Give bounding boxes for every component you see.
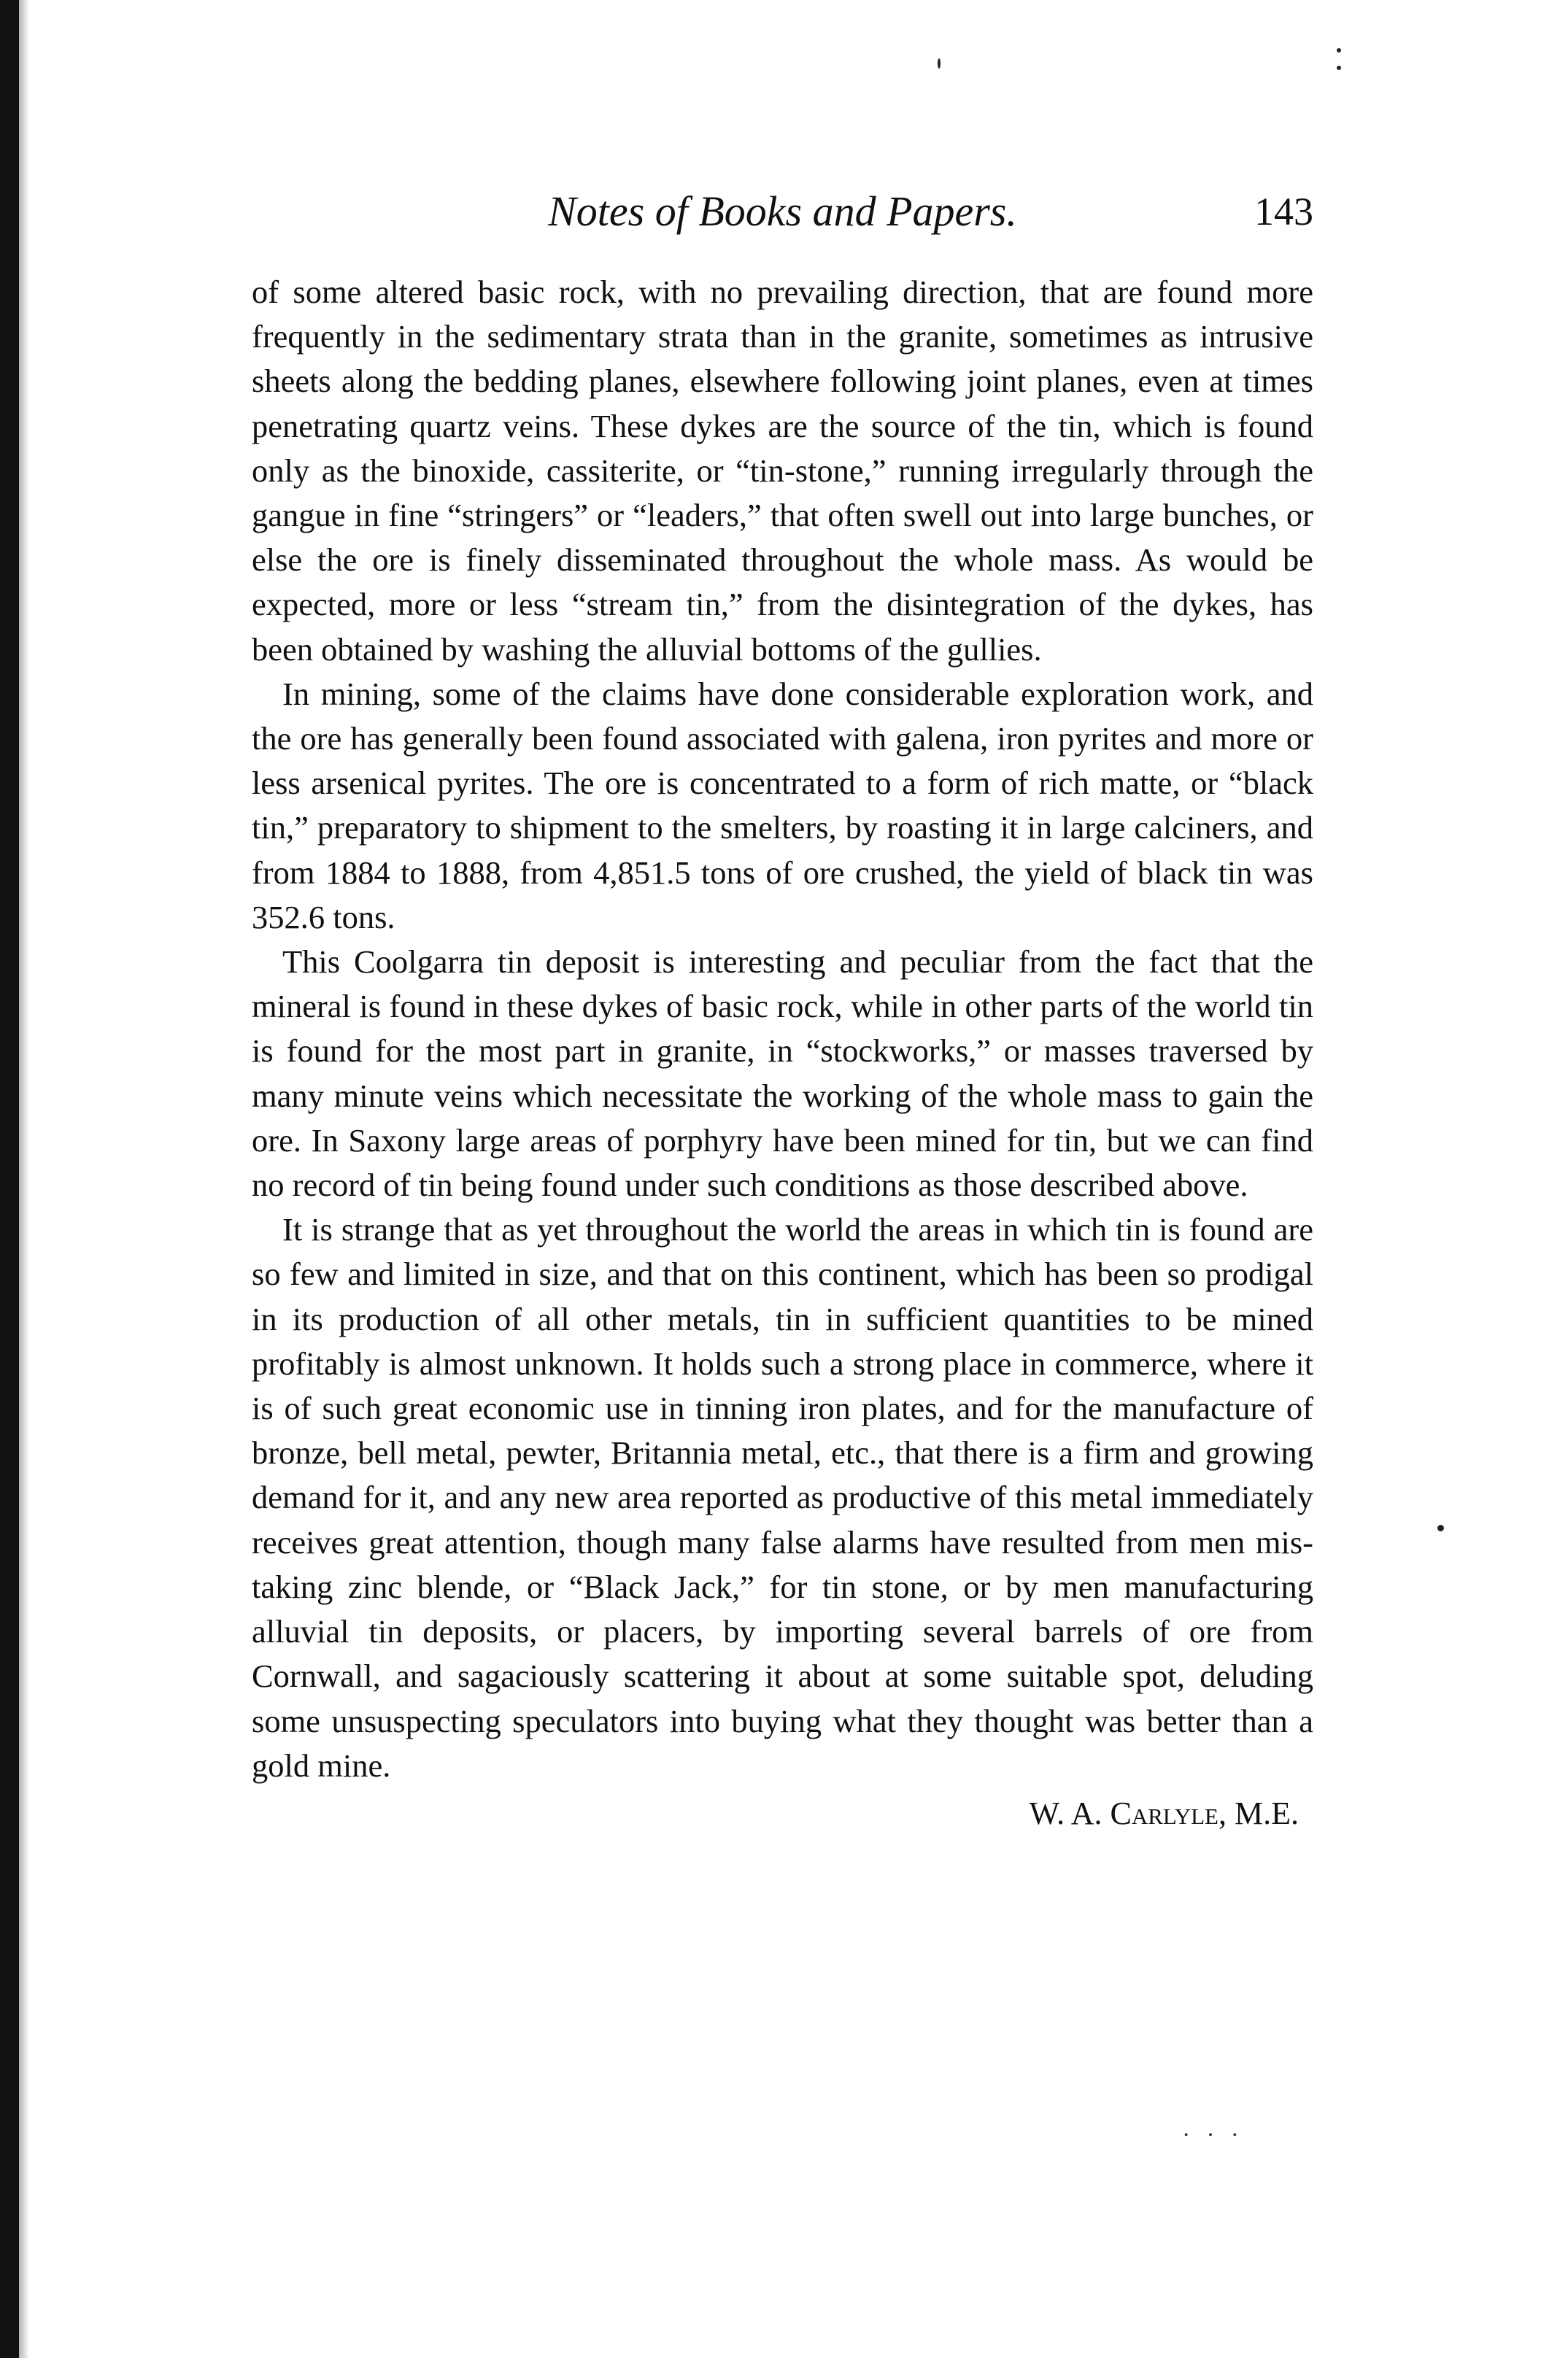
scan-trailing-specks: ··· [1182, 2122, 1255, 2149]
author-initials: W. A. [1029, 1795, 1102, 1831]
paragraph-tin-scarcity: It is strange that as yet throughout the world the areas in which tin is found are so few and limited in size, and that on this continent, which has been so prodigal in its production of all other metals, tin in sufficient quantities to be mined profitably is almost unknown. It holds such a strong place in commerce, where it is of such great economic use in tinning iron plates, and for the manufacture of bronze, bell metal, pewter, Britannia metal, etc., that there is a firm and growing demand for it, and any new area reported as productive of this metal immediately receives great attention, though many false alarms have resulted from men mistaking zinc blende, or “Black Jack,” for tin stone, or by men manufacturing alluvial tin deposits, or placers, by importing several barrels of ore from Cornwall, and sagaciously scattering it about at some suitable spot, deluding some unsuspecting speculators into buying what they thought was better than a gold mine. [252, 1211, 1313, 1784]
scan-speck [1337, 48, 1341, 53]
paragraph-coolgarra-deposit: This Coolgarra tin deposit is interesting and peculiar from the fact that the mineral is found in these dykes of basic rock, while in other parts of the world tin is found for the most part in granite, in “stockworks,” or masses traversed by many minute veins which necessitate the working of the whole mass to gain the ore. In Saxony large areas of porphyry have been mined for tin, but we can find no record of tin being found under such conditions as those described above. [252, 943, 1313, 1204]
scan-speck [1337, 66, 1341, 70]
scan-speck [1437, 1525, 1444, 1531]
scan-binding-shadow [19, 0, 29, 2358]
scan-binding-edge [0, 0, 19, 2358]
author-degree: M.E. [1235, 1795, 1299, 1831]
scan-speck [938, 58, 941, 69]
author-signature [252, 1791, 1313, 1836]
running-head [252, 182, 1313, 248]
paragraph-mining: In mining, some of the claims have done considerable exploration work, and the ore has generally been found associated with galena, iron pyrites and more or less arsenical pyrites. The ore is concentrated to a form of rich matte, or “black tin,” preparatory to shipment to the smelters, by roasting it in large calciners, and from 1884 to 1888, from 4,851.5 tons of ore crushed, the yield of black tin was 352.6 tons. [252, 675, 1313, 935]
author-surname: Carlyle, [1110, 1795, 1227, 1831]
page-content [252, 182, 1313, 1836]
running-title: Notes of Books and Papers. [548, 188, 1017, 235]
page-number: 143 [1254, 190, 1313, 233]
paragraph-continuation: of some altered basic rock, with no prevailing direction, that are found more frequently in the sedimentary strata than in the granite, sometimes as intrusive sheets along the bedding planes, elsewhere following joint planes, even at times penetrating quartz veins. These dykes are the source of the tin, which is found only as the binoxide, cassiterite, or “tin-stone,” running irregularly through the gangue in fine “stringers” or “leaders,” that often swell out into large bunches, or else the ore is finely disseminated throughout the whole mass. As would be expected, more or less “stream tin,” from the disintegration of the dykes, has been obtained by washing the alluvial bottoms of the gullies. [252, 274, 1313, 668]
